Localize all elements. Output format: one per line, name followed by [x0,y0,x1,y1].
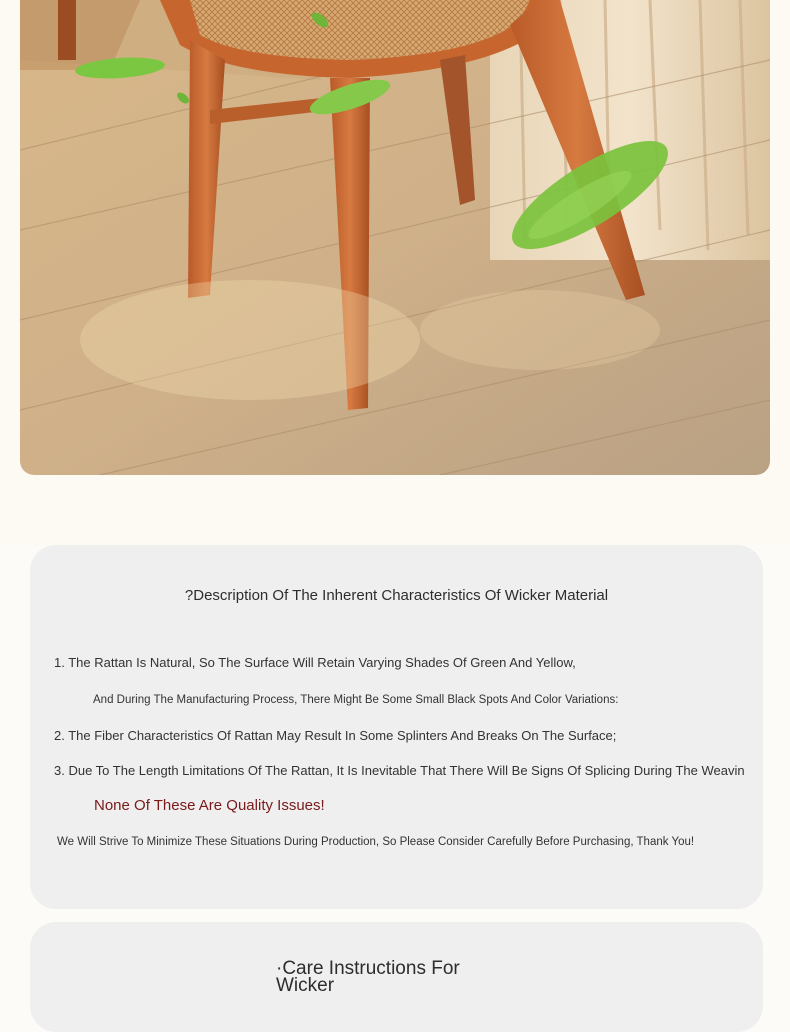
closing-note: We Will Strive To Minimize These Situations During Production, So Please Consider Carefully Before Purchasing, Thank You! [57,836,695,848]
characteristic-item-1-continuation: And During The Manufacturing Process, There Might Be Some Small Black Spots And Color Variations: [93,694,619,706]
characteristics-title: ?Description Of The Inherent Characteristics Of Wicker Material [184,587,609,604]
chair-illustration [20,0,770,475]
characteristic-item-2: 2. The Fiber Characteristics Of Rattan May Result In Some Splinters And Breaks On The Surface; [54,728,617,743]
characteristics-card [30,545,763,909]
characteristic-item-3: 3. Due To The Length Limitations Of The Rattan, It Is Inevitable That There Will Be Signs Of Splicing During The Weavin [54,763,745,778]
care-instructions-title: ·Care Instructions For Wicker [276,958,460,996]
care-instructions-card [30,922,763,1032]
product-photo [20,0,770,475]
quality-notice: None Of These Are Quality Issues! [94,797,325,814]
characteristic-item-1: 1. The Rattan Is Natural, So The Surface Will Retain Varying Shades Of Green And Yellow, [54,655,576,670]
